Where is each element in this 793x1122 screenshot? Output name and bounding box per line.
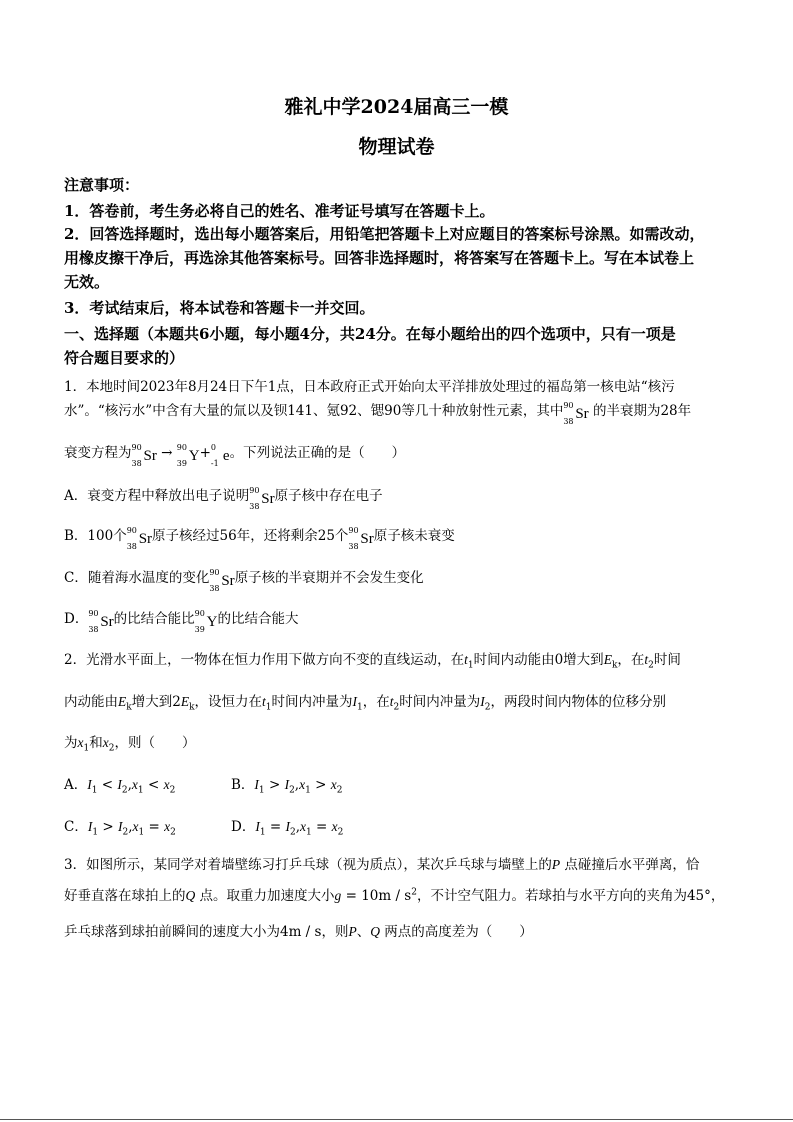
notice-item: 用橡皮擦干净后，再选涂其他答案标号。回答非选择题时，将答案写在答题卡上。写在本试卷上 [64,249,695,267]
section-heading-cont: 符合题目要求的） [64,349,185,367]
q2-option-d: D．$I_1 = I_2,x_1 = x_2$ [231,819,344,838]
q1-option-b: B．100个 90 38 Sr原子核经过56年，还将剩余25个 90 38 Sr原子核未衰变 [64,526,455,551]
page-title: 雅礼中学2024届高三一模 [284,96,509,118]
q2-option-c: C．$I_1 > I_2,x_1 = x_2$ [64,819,176,838]
q2-text: 为$x_1$和$x_2$，则（ ） [64,735,196,754]
page-subtitle: 物理试卷 [358,136,435,158]
notice-item: 无效。 [64,273,110,291]
q3-text: 乒乓球落到球拍前瞬间的速度大小为4m / s，则P、Q 两点的高度差为（ ） [64,924,533,940]
decay-arrow: → [161,445,173,461]
section-heading: 一、选择题（本题共6小题，每小题4分，共24分。在每小题给出的四个选项中，只有一项是 [64,325,676,343]
q1-text: 1．本地时间2023年8月24日下午1点，日本政府正式开始向太平洋排放处理过的福岛第一核电站“核污 [64,379,675,395]
sr-nuclide: 90 38 Sr [563,401,589,426]
q1-option-a: A．衰变方程中释放出电子说明 90 38 Sr原子核中存在电子 [64,486,383,511]
notice-item: 3．考试结束后，将本试卷和答题卡一并交回。 [64,299,375,317]
page-bottom-rule [0,1119,793,1120]
q1-option-c: C．随着海水温度的变化 90 38 Sr原子核的半衰期并不会发生变化 [64,568,424,593]
q2-option-b: B．$I_1 > I_2,x_1 > x_2$ [231,777,343,796]
y-nuclide: 90 39 Y [176,443,200,468]
q2-text: 2．光滑水平面上，一物体在恒力作用下做方向不变的直线运动，在$t_1$时间内动能由0增大到$E_k$，在$t_2$时间 [64,652,681,671]
q3-text: 好垂直落在球拍上的Q 点。取重力加速度大小$g = 10m / s^2$，不计空气阻力。若球拍与水平方向的夹角为45°， [64,887,725,904]
q1-equation-line: 衰变方程为 90 38 Sr → 90 39 Y+ 0 -1 e。下列说法正确的是（ ） [64,443,406,468]
electron: 0 -1 e [210,443,230,468]
q2-option-a: A．$I_1 < I_2,x_1 < x_2$ [64,777,176,796]
notice-item: 2．回答选择题时，选出每小题答案后，用铅笔把答题卡上对应题目的答案标号涂黑。如需改动， [64,225,705,243]
q1-text: 水”。“核污水”中含有大量的氚以及钡141、氪92、锶90等几十种放射性元素，其中 90 38 Sr 的半衰期为28年 [64,401,692,426]
sr-nuclide: 90 38 Sr [131,443,157,468]
notice-item: 1．答卷前，考生务必将自己的姓名、准考证号填写在答题卡上。 [64,202,495,220]
notice-heading: 注意事项： [64,176,140,194]
q2-text: 内动能由$E_k$增大到$2E_k$，设恒力在$t_1$时间内冲量为$I_1$，在$t_2$时间内冲量为$I_2$，两段时间内物体的位移分别 [64,694,666,713]
q3-text: 3．如图所示，某同学对着墙壁练习打乒乓球（视为质点），某次乒乓球与墙壁上的P 点碰撞后水平弹离，恰 [64,857,700,873]
q1-option-d: D． 90 38 Sr的比结合能比 90 39 Y的比结合能大 [64,609,299,634]
